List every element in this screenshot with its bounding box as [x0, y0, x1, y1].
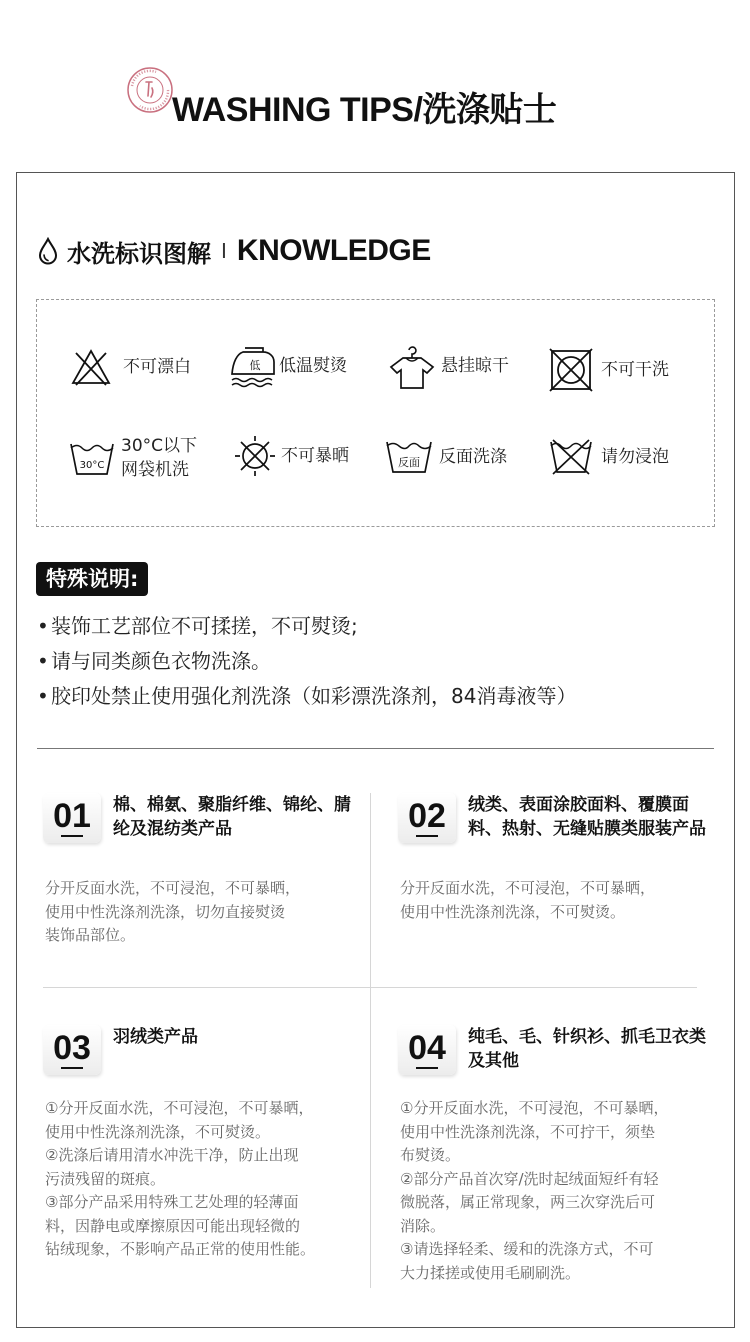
low-iron-icon	[229, 344, 277, 388]
care-label-wash-30	[121, 434, 197, 482]
care-label: 不可暴晒	[281, 446, 349, 466]
card-number-badge	[398, 793, 456, 843]
care-symbol-wash-30	[69, 434, 197, 482]
care-label: 请勿浸泡	[601, 447, 669, 467]
fabric-card-01	[43, 793, 373, 973]
brand-seal-logo	[126, 66, 174, 114]
card-number: 01	[53, 797, 91, 835]
care-symbol-no-bleach	[71, 348, 191, 386]
special-notes-list	[37, 609, 576, 714]
special-note: • 胶印处禁止使用强化剂洗涤（如彩漂洗涤剂，84消毒液等）	[37, 684, 577, 708]
wash-inside-out-text: 反面	[398, 456, 420, 469]
card-title: 绒类、表面涂胶面料、覆膜面料、热射、无缝贴膜类服装产品	[468, 795, 706, 839]
care-symbol-hang-dry	[389, 342, 509, 390]
section-divider	[37, 748, 714, 749]
care-symbol-wash-inside-out	[385, 438, 507, 476]
fabric-card-03	[43, 1025, 373, 1285]
special-note: • 请与同类颜色衣物洗涤。	[37, 649, 271, 673]
no-bleach-icon	[71, 348, 111, 386]
knowledge-title-en: KNOWLEDGE	[236, 234, 431, 267]
care-label-line: 30°C以下	[121, 436, 198, 456]
care-label: 反面洗涤	[439, 447, 507, 467]
care-symbol-low-iron	[229, 344, 347, 388]
card-title: 纯毛、毛、针织衫、抓毛卫衣类及其他	[468, 1027, 706, 1071]
card-number-badge	[43, 793, 101, 843]
card-number-badge	[398, 1025, 456, 1075]
care-label: 低温熨烫	[279, 356, 347, 376]
card-body: 分开反面水洗，不可浸泡，不可暴晒， 使用中性洗涤剂洗涤，不可熨烫。	[400, 879, 656, 921]
special-instructions-tag: 特殊说明:	[36, 562, 148, 596]
card-body: 分开反面水洗，不可浸泡，不可暴晒， 使用中性洗涤剂洗涤，切勿直接熨烫 装饰品部位。	[45, 879, 301, 944]
knowledge-heading	[37, 233, 431, 269]
card-number-badge	[43, 1025, 101, 1075]
wash-30-icon	[69, 438, 115, 478]
card-number: 03	[53, 1029, 91, 1067]
care-symbol-no-dry-clean	[549, 348, 669, 392]
card-body: ①分开反面水洗，不可浸泡，不可暴晒， 使用中性洗涤剂洗涤，不可拧干，须垫 布熨烫。 ②部分产品首次穿/洗时起绒面短纤有轻 微脱落，属正常现象，两三次穿洗后可 消除。 ③请选择轻柔、缓和的洗涤方式，不可 大力揉搓或使用毛刷刷洗。	[400, 1099, 669, 1282]
water-drop-icon	[37, 237, 59, 265]
fabric-card-02	[398, 793, 728, 973]
care-label: 不可干洗	[601, 360, 669, 380]
care-label: 不可漂白	[123, 357, 191, 377]
grid-divider-horizontal	[43, 987, 697, 988]
hang-dry-icon	[389, 342, 435, 390]
fabric-card-04	[398, 1025, 728, 1285]
care-symbol-no-soak	[549, 438, 669, 476]
wash-inside-out-icon	[385, 438, 433, 476]
care-label: 悬挂晾干	[441, 356, 509, 376]
card-number: 02	[408, 797, 446, 835]
knowledge-title-separator: I	[221, 239, 227, 263]
card-title: 羽绒类产品	[113, 1027, 198, 1047]
care-symbols-panel	[36, 299, 715, 527]
content-frame	[16, 172, 735, 1328]
iron-temp-text: 低	[249, 359, 261, 372]
no-dry-clean-icon	[549, 348, 593, 392]
care-symbol-no-sun-dry	[233, 434, 349, 478]
page-title: WASHING TIPS/洗涤贴士	[172, 91, 557, 129]
no-soak-icon	[549, 438, 593, 476]
no-sun-dry-icon	[233, 434, 277, 478]
care-label-line: 网袋机洗	[121, 460, 189, 480]
page-header	[0, 60, 750, 140]
card-title: 棉、棉氨、聚脂纤维、锦纶、腈纶及混纺类产品	[113, 795, 351, 839]
card-number: 04	[408, 1029, 446, 1067]
special-note: • 装饰工艺部位不可揉搓，不可熨烫;	[37, 614, 358, 638]
card-body: ①分开反面水洗，不可浸泡，不可暴晒， 使用中性洗涤剂洗涤，不可熨烫。 ②洗涤后请用清水冲洗干净，防止出现 污渍残留的斑痕。 ③部分产品采用特殊工艺处理的轻薄面 料，因静电或摩擦原因可能出现轻微的 钻绒现象，不影响产品正常的使用性能。	[45, 1099, 316, 1258]
knowledge-title-zh: 水洗标识图解	[67, 239, 211, 268]
wash-temp-text: 30°C	[79, 460, 105, 471]
